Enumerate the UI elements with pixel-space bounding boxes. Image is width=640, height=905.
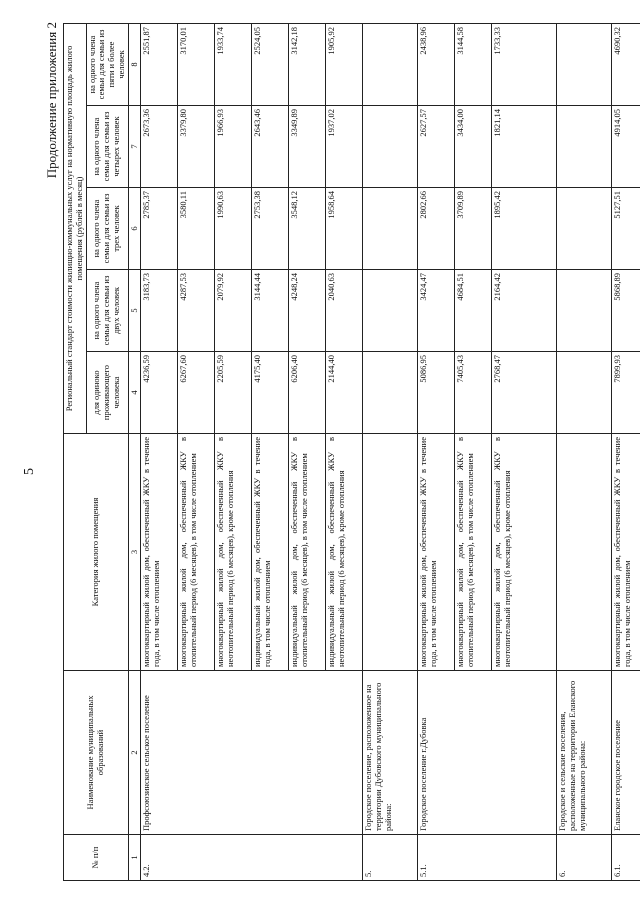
- value-two: 3424,47: [418, 270, 455, 352]
- value-two: 4248,24: [289, 270, 326, 352]
- value-single: 4175,40: [252, 352, 289, 434]
- housing-category: индивидуальный жилой дом, обеспеченный ЖКУ в неотопительный период (6 месяцев), кроме отопления: [326, 434, 363, 671]
- housing-category: многоквартирный жилой дом, обеспеченный ЖКУ в течение года, в том числе отоплением: [612, 434, 640, 671]
- value-five: 2524,05: [252, 23, 289, 105]
- group-row: [363, 23, 418, 880]
- housing-category: индивидуальный жилой дом, обеспеченный ЖКУ в течение года, в том числе отоплением: [252, 434, 289, 671]
- value-five: 3142,18: [289, 23, 326, 105]
- value-three: 2785,37: [141, 188, 178, 270]
- value-two: 2079,92: [215, 270, 252, 352]
- empty-cell: [557, 188, 612, 270]
- value-three: 3709,89: [455, 188, 492, 270]
- column-number: 8: [128, 23, 141, 105]
- col-standard-header: Региональный стандарт стоимости жилищно-коммунальных услуг на нормативную площадь жилого помещения (рублей в месяц): [64, 23, 87, 433]
- municipality-name: Еланское городское поселение: [612, 671, 640, 835]
- value-three: 2802,66: [418, 188, 455, 270]
- empty-cell: [363, 188, 418, 270]
- row-number: 6.: [557, 835, 612, 881]
- empty-cell: [557, 23, 612, 105]
- group-row: [557, 23, 612, 880]
- sub-header-two: на одного члена семьи для семьи из двух человек: [86, 270, 128, 352]
- value-two: 3144,44: [252, 270, 289, 352]
- header-row-top: [64, 23, 87, 880]
- municipality-group-name: Городское и сельские поселения, расположенные на территории Еланского муниципального района:: [557, 671, 612, 835]
- column-number: 2: [128, 671, 141, 835]
- value-two: 4287,53: [178, 270, 215, 352]
- row-number: 5.1.: [418, 835, 557, 881]
- value-single: 7405,43: [455, 352, 492, 434]
- sub-header-five: на одного члена семьи для семьи из пяти и более человек: [86, 23, 128, 105]
- value-four: 3349,89: [289, 106, 326, 188]
- housing-category: многоквартирный жилой дом, обеспеченный ЖКУ в течение года, в том числе отоплением: [141, 434, 178, 671]
- empty-cell: [363, 352, 418, 434]
- value-four: 1937,02: [326, 106, 363, 188]
- regional-standard-table: [63, 23, 640, 881]
- value-two: 3183,73: [141, 270, 178, 352]
- value-four: 4914,05: [612, 106, 640, 188]
- municipality-name: Профсоюзинское сельское поселение: [141, 671, 363, 835]
- value-single: 2205,59: [215, 352, 252, 434]
- sub-header-three: на одного члена семьи для семьи из трех человек: [86, 188, 128, 270]
- empty-cell: [363, 106, 418, 188]
- value-four: 1821,14: [492, 106, 557, 188]
- column-number: 3: [128, 434, 141, 671]
- empty-cell: [363, 434, 418, 671]
- value-five: 1905,92: [326, 23, 363, 105]
- row-number: 4.2.: [141, 835, 363, 881]
- value-two: 2164,42: [492, 270, 557, 352]
- page-number: 5: [22, 468, 37, 475]
- value-four: 2627,57: [418, 106, 455, 188]
- value-single: 2144,40: [326, 352, 363, 434]
- value-single: 4236,59: [141, 352, 178, 434]
- row-number: 5.: [363, 835, 418, 881]
- municipality-name: Городское поселение г.Дубовка: [418, 671, 557, 835]
- value-single: 6267,60: [178, 352, 215, 434]
- empty-cell: [557, 270, 612, 352]
- value-four: 3434,00: [455, 106, 492, 188]
- value-five: 1733,33: [492, 23, 557, 105]
- table-row: [418, 23, 455, 880]
- value-five: 3170,01: [178, 23, 215, 105]
- column-number: 6: [128, 188, 141, 270]
- empty-cell: [557, 434, 612, 671]
- housing-category: многоквартирный жилой дом, обеспеченный ЖКУ в неотопительный период (6 месяцев), кроме отопления: [492, 434, 557, 671]
- sub-header-four: на одного члена семьи для семьи из четырех человек: [86, 106, 128, 188]
- table-row: [612, 23, 640, 880]
- value-five: 4690,32: [612, 23, 640, 105]
- empty-cell: [363, 23, 418, 105]
- housing-category: индивидуальный жилой дом, обеспеченный ЖКУ в отопительный период (6 месяцев), в том числе отоплением: [289, 434, 326, 671]
- value-three: 1990,63: [215, 188, 252, 270]
- value-three: 2753,38: [252, 188, 289, 270]
- value-four: 2673,36: [141, 106, 178, 188]
- value-five: 2438,96: [418, 23, 455, 105]
- col-name-header: Наименование муниципальных образований: [64, 671, 129, 835]
- value-four: 1966,93: [215, 106, 252, 188]
- value-three: 3548,12: [289, 188, 326, 270]
- value-two: 2040,63: [326, 270, 363, 352]
- value-five: 2551,87: [141, 23, 178, 105]
- value-three: 5127,51: [612, 188, 640, 270]
- housing-category: многоквартирный жилой дом, обеспеченный ЖКУ в течение года, в том числе отоплением: [418, 434, 455, 671]
- value-three: 1895,42: [492, 188, 557, 270]
- empty-cell: [557, 352, 612, 434]
- table-row: [141, 23, 178, 880]
- column-number: 1: [128, 835, 141, 881]
- value-five: 3144,58: [455, 23, 492, 105]
- col-no-header: № п/п: [64, 835, 129, 881]
- column-number: 4: [128, 352, 141, 434]
- value-four: 2643,46: [252, 106, 289, 188]
- housing-category: многоквартирный жилой дом, обеспеченный ЖКУ в неотопительный период (6 месяцев), кроме отопления: [215, 434, 252, 671]
- empty-cell: [363, 270, 418, 352]
- value-three: 3580,11: [178, 188, 215, 270]
- municipality-group-name: Городское поселение, расположенное на территории Дубовского муниципального района:: [363, 671, 418, 835]
- value-single: 2768,47: [492, 352, 557, 434]
- column-number: 5: [128, 270, 141, 352]
- housing-category: многоквартирный жилой дом, обеспеченный ЖКУ в отопительный период (6 месяцев), в том числе отоплением: [178, 434, 215, 671]
- column-number-row: [128, 23, 141, 880]
- value-two: 5868,89: [612, 270, 640, 352]
- sub-header-single: для одиноко проживающего человека: [86, 352, 128, 434]
- col-category-header: Категория жилого помещения: [64, 434, 129, 671]
- row-number: 6.1.: [612, 835, 640, 881]
- value-three: 1958,64: [326, 188, 363, 270]
- value-four: 3379,80: [178, 106, 215, 188]
- housing-category: многоквартирный жилой дом, обеспеченный ЖКУ в отопительный период (6 месяцев), в том числе отоплением: [455, 434, 492, 671]
- appendix-continuation: Продолжение приложения 2: [44, 22, 59, 179]
- value-single: 6206,40: [289, 352, 326, 434]
- empty-cell: [557, 106, 612, 188]
- value-single: 7899,93: [612, 352, 640, 434]
- value-five: 1933,74: [215, 23, 252, 105]
- value-single: 5086,95: [418, 352, 455, 434]
- column-number: 7: [128, 106, 141, 188]
- value-two: 4684,51: [455, 270, 492, 352]
